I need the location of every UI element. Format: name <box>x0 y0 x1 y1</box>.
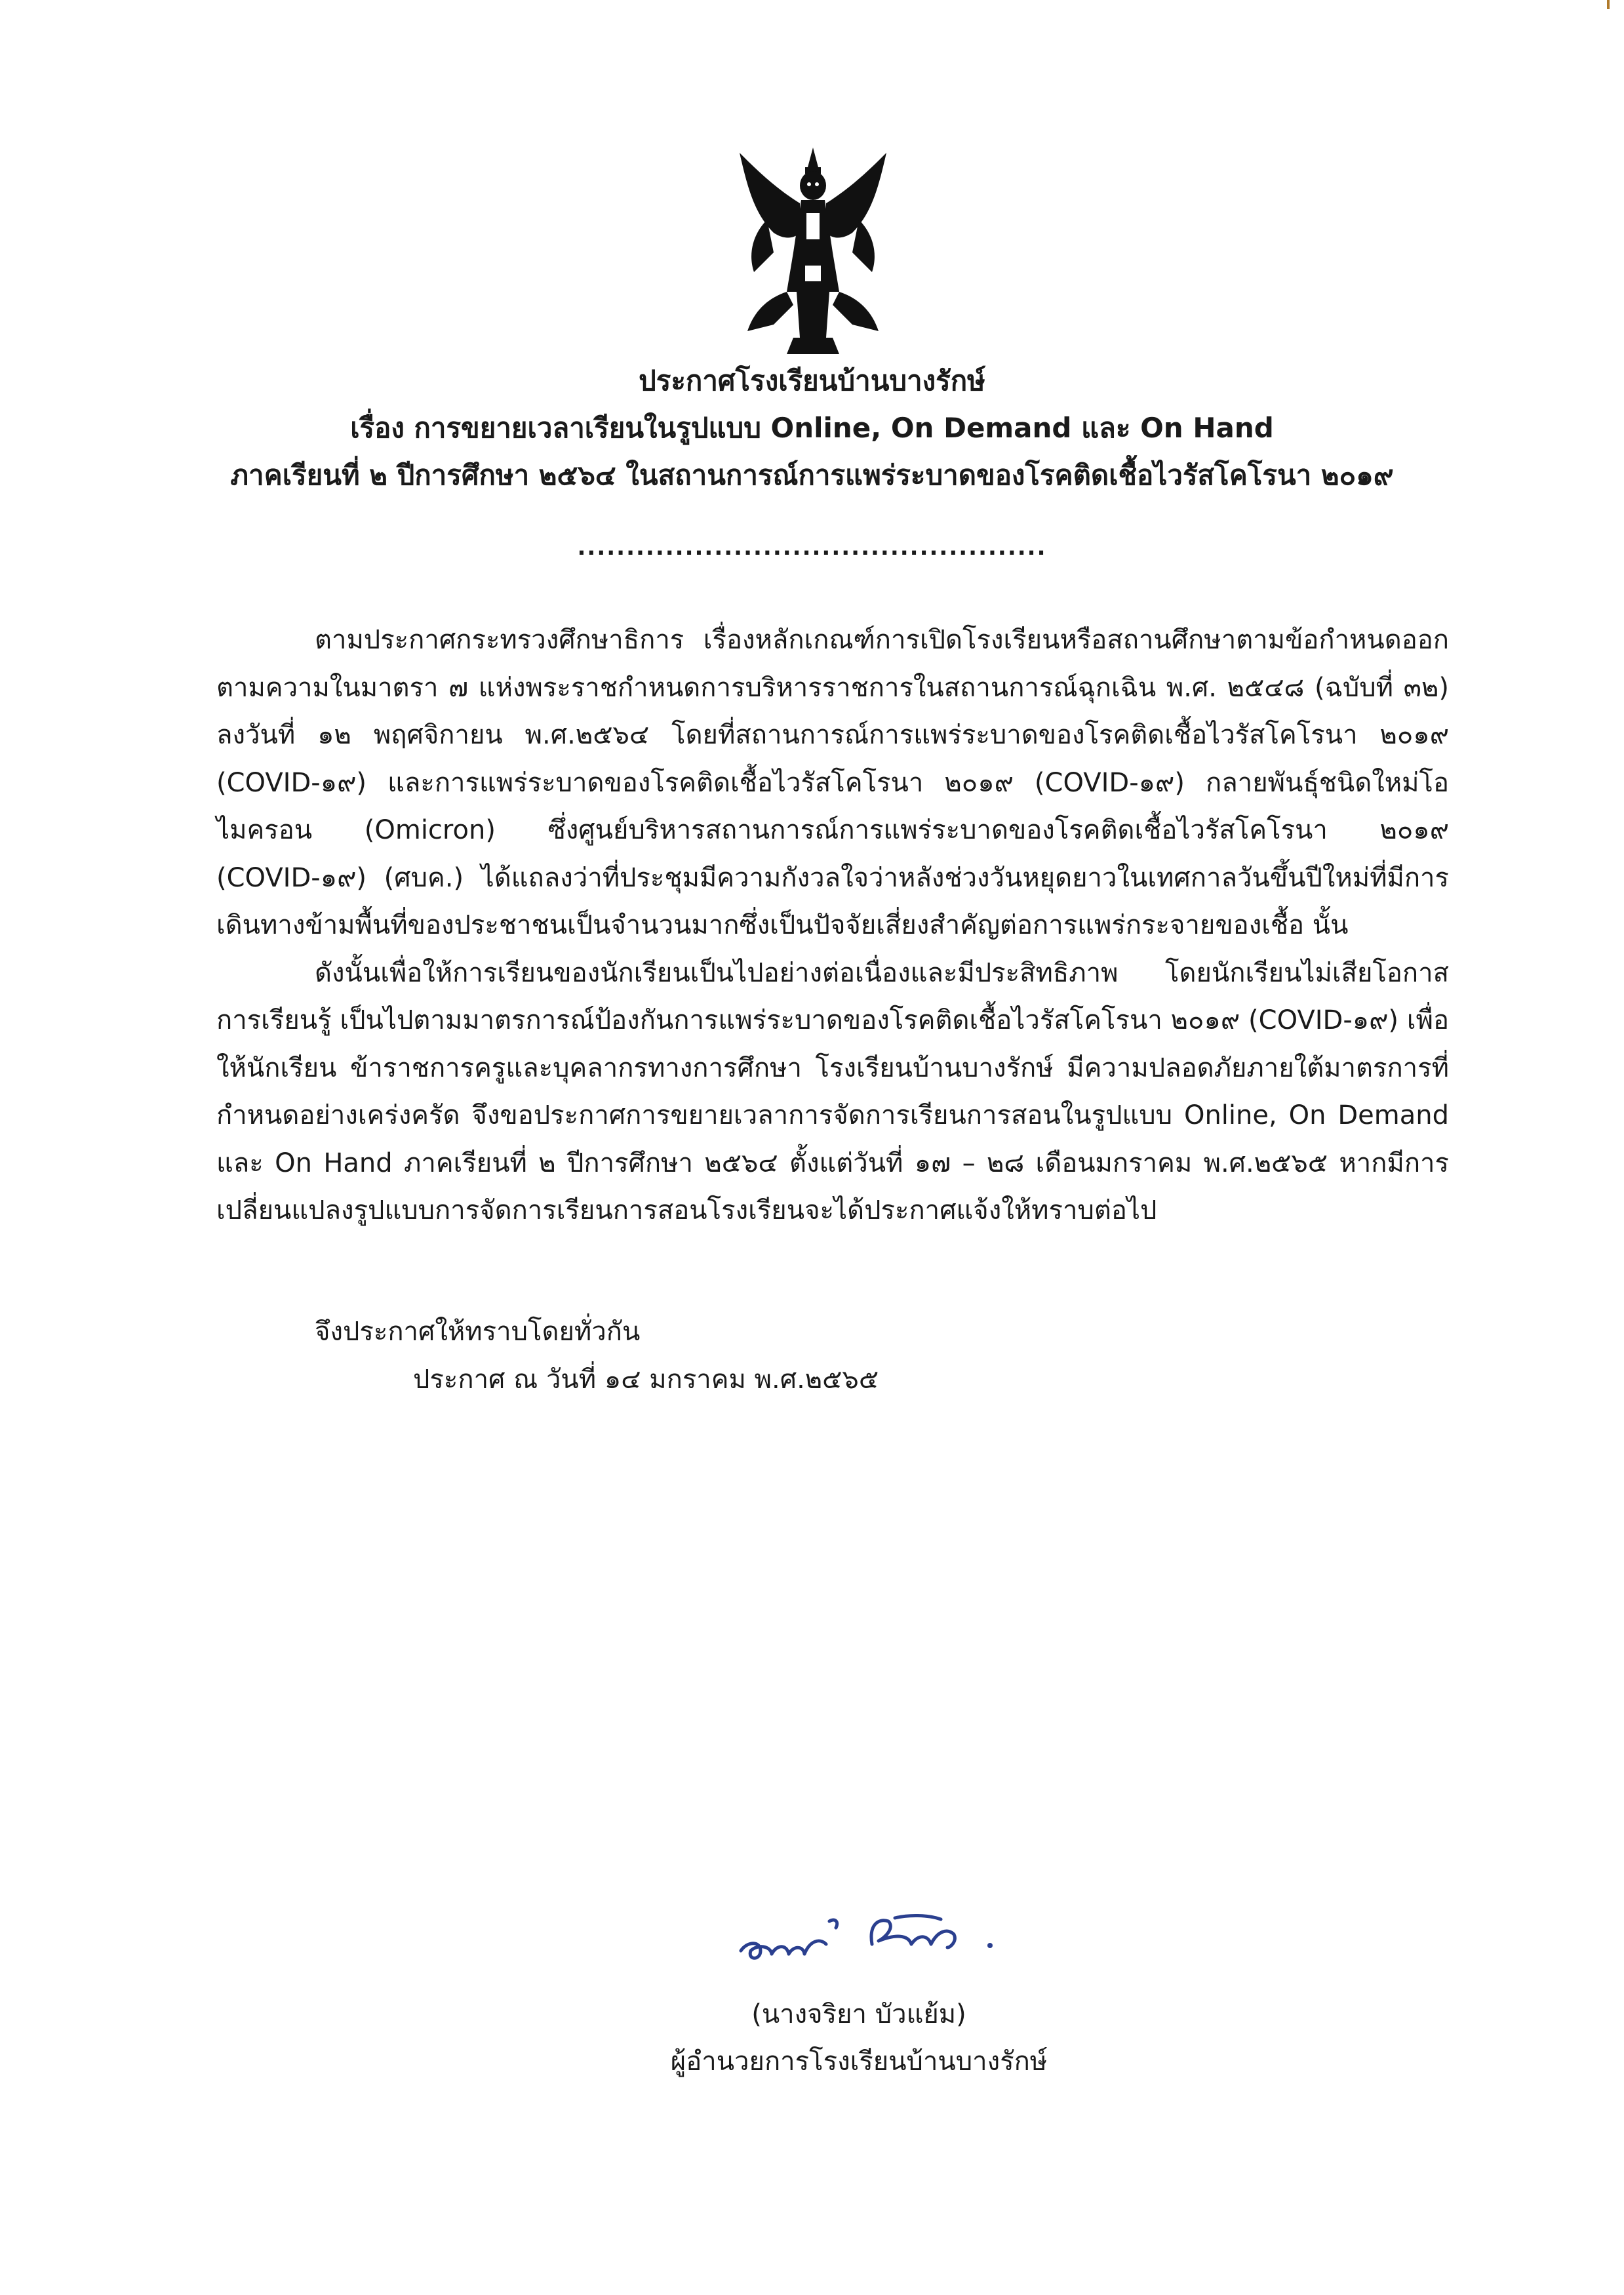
announcement-scope: ภาคเรียนที่ ๒ ปีการศึกษา ๒๕๖๔ ในสถานการณ์การแพร่ระบาดของโรคติดเชื้อไวรัสโคโรนา ๒๐๑๙ <box>230 459 1394 491</box>
separator: ................................................ <box>577 534 1047 561</box>
corner-mark <box>1604 0 1612 9</box>
closing-date: ประกาศ ณ วันที่ ๑๔ มกราคม พ.ศ.๒๕๖๕ <box>413 1365 879 1395</box>
signatory-name: (นางจริยา บัวแย้ม) <box>751 1999 966 2029</box>
closing-announce: จึงประกาศให้ทราบโดยทั่วกัน <box>315 1317 641 1347</box>
paragraph-2: ดังนั้นเพื่อให้การเรียนของนักเรียนเป็นไปอย่างต่อเนื่องและมีประสิทธิภาพ โดยนักเรียนไม่เสียโอกาสการเรียนรู้ เป็นไปตามมาตรการณ์ป้องกันการแพร่ระบาดของโรคติดเชื้อไวรัสโคโรนา ๒๐๑๙ (COVID-๑๙) เพื่อให้นักเรียน ข้าราชการครูและบุคลากรทางการศึกษา โรงเรียนบ้านบางรักษ์ มีความปลอดภัยภายใต้มาตรการที่กำหนดอย่างเคร่งครัด จึงขอประกาศการขยายเวลาการจัดการเรียนการสอนในรูปแบบ Online, On Demand และ On Hand ภาคเรียนที่ ๒ ปีการศึกษา ๒๕๖๔ ตั้งแต่วันที่ ๑๗ – ๒๘ เดือนมกราคม พ.ศ.๒๕๖๕ หากมีการเปลี่ยนแปลงรูปแบบการจัดการเรียนการสอนโรงเรียนจะได้ประกาศแจ้งให้ทราบต่อไป <box>216 957 1449 1226</box>
signatory-position: ผู้อำนวยการโรงเรียนบ้านบางรักษ์ <box>670 2046 1048 2077</box>
paragraph-1: ตามประกาศกระทรวงศึกษาธิการ เรื่องหลักเกณฑ์การเปิดโรงเรียนหรือสถานศึกษาตามข้อกำหนดออกตามความในมาตรา ๗ แห่งพระราชกำหนดการบริหารราชการในสถานการณ์ฉุกเฉิน พ.ศ. ๒๕๔๘ (ฉบับที่ ๓๒) ลงวันที่ ๑๒ พฤศจิกายน พ.ศ.๒๕๖๔ โดยที่สถานการณ์การแพร่ระบาดของโรคติดเชื้อไวรัสโคโรนา ๒๐๑๙ (COVID-๑๙) และการแพร่ระบาดของโรคติดเชื้อไวรัสโคโรนา ๒๐๑๙ (COVID-๑๙) กลายพันธุ์ชนิดใหม่โอไมครอน (Omicron) ซึ่งศูนย์บริหารสถานการณ์การแพร่ระบาดของโรคติดเชื้อไวรัสโคโรนา ๒๐๑๙ (COVID-๑๙) (ศบค.) ได้แถลงว่าที่ประชุมมีความกังวลใจว่าหลังช่วงวันหยุดยาวในเทศกาลวันขึ้นปีใหม่ที่มีการเดินทางข้ามพื้นที่ของประชาชนเป็นจำนวนมากซึ่งเป็นปัจจัยเสี่ยงสำคัญต่อการแพร่กระจายของเชื้อ นั้น <box>216 625 1449 940</box>
garuda-emblem-icon <box>728 141 898 357</box>
announcement-subject: เรื่อง การขยายเวลาเรียนในรูปแบบ Online, On Demand และ On Hand <box>350 412 1274 444</box>
signature <box>731 1905 1006 1977</box>
body-text <box>216 616 1449 1235</box>
announcement-title: ประกาศโรงเรียนบ้านบางรักษ์ <box>639 365 985 397</box>
